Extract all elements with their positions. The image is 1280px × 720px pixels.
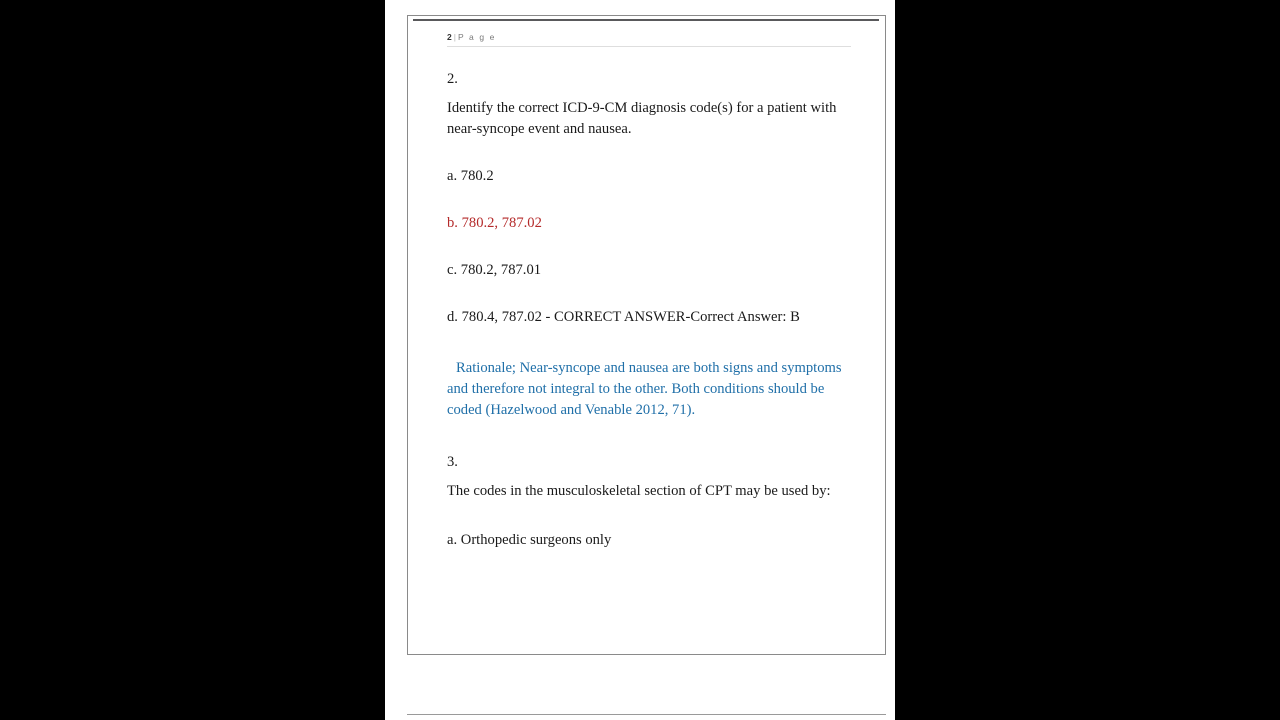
document-page-sheet[interactable] xyxy=(407,15,886,655)
question-2-option-d: d. 780.4, 787.02 - CORRECT ANSWER-Correct Answer: B xyxy=(447,309,800,325)
question-2-rationale: Rationale; Near-syncope and nausea are both signs and symptoms and therefore not integral to the other. Both conditions should be coded (Hazelwood and Venable 2012, 71). xyxy=(447,360,842,418)
page-header-word: P a g e xyxy=(457,32,496,42)
question-3-number: 3. xyxy=(447,454,458,470)
page-top-rule xyxy=(413,19,879,21)
next-page-top-edge[interactable] xyxy=(407,714,886,720)
document-canvas[interactable] xyxy=(385,0,895,720)
question-2-option-c: c. 780.2, 787.01 xyxy=(447,262,542,278)
letterbox-left xyxy=(0,0,385,720)
page-body xyxy=(447,69,857,551)
question-3-stem: The codes in the musculoskeletal section of CPT may be used by: xyxy=(447,483,831,499)
question-2-stem: Identify the correct ICD-9-CM diagnosis code(s) for a patient with near-syncope event and nausea. xyxy=(447,100,837,137)
page-running-header xyxy=(447,32,851,47)
page-number: 2 xyxy=(447,32,452,42)
question-2-number: 2. xyxy=(447,71,458,87)
letterbox-right xyxy=(895,0,1280,720)
page-header-separator: | xyxy=(453,32,456,42)
question-3-option-a: a. Orthopedic surgeons only xyxy=(447,532,612,548)
page-content-area xyxy=(447,32,857,644)
question-2-option-a: a. 780.2 xyxy=(447,168,494,184)
question-2-option-b: b. 780.2, 787.02 xyxy=(447,215,542,231)
